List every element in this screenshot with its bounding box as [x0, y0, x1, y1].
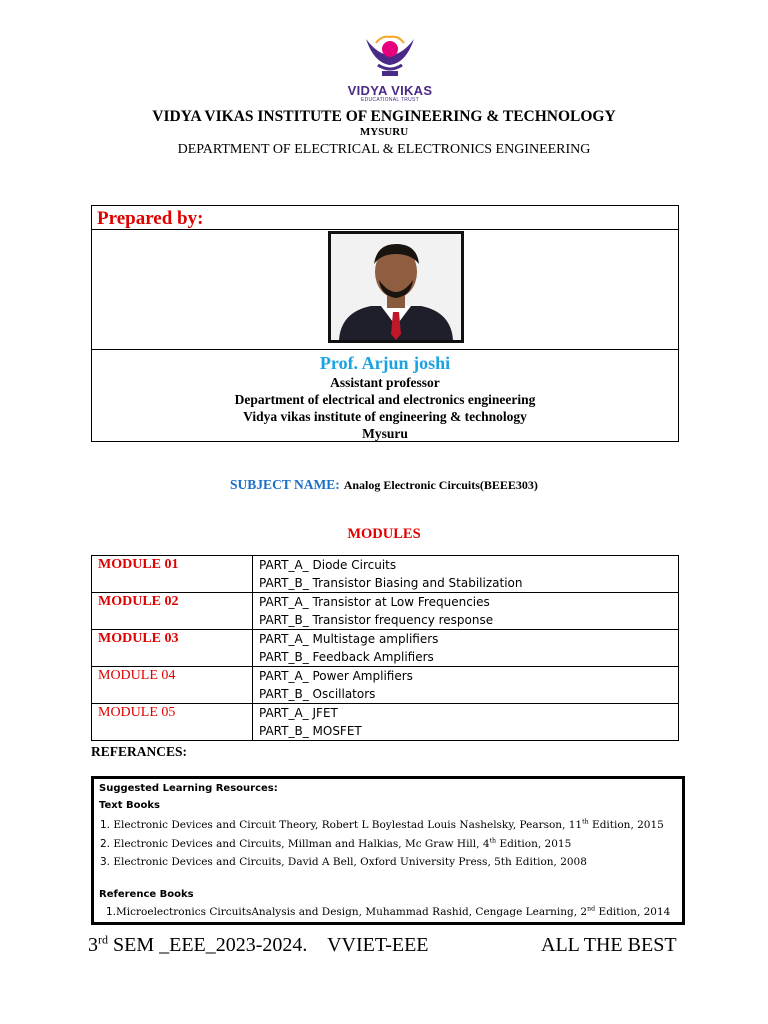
text-books-label: Text Books	[99, 800, 160, 811]
text-book-2: 2. Electronic Devices and Circuits, Millman and Halkias, Mc Graw Hill, 4th Edition, 2015	[100, 837, 572, 850]
author-info	[92, 350, 678, 442]
author-designation: Assistant professor	[330, 375, 440, 390]
table-row	[92, 556, 679, 593]
list-number: 1.	[106, 906, 117, 918]
footer-semester: 3rd SEM _EEE_2023-2024. VVIET-EEE	[88, 932, 429, 956]
references-box	[91, 776, 685, 925]
author-name: Prof. Arjun joshi	[319, 353, 451, 373]
list-number: 2.	[100, 838, 111, 850]
subject-label: SUBJECT NAME:	[230, 477, 340, 492]
author-city: Mysuru	[362, 426, 408, 441]
logo-emblem-icon	[358, 35, 422, 81]
institute-city: MYSURU	[359, 126, 409, 138]
author-institute: Vidya vikas institute of engineering & technology	[243, 409, 527, 424]
module-parts	[253, 593, 679, 630]
logo-trust-text: EDUCATIONAL TRUST	[360, 97, 420, 103]
module-name: MODULE 03	[92, 630, 253, 667]
author-department: Department of electrical and electronics engineering	[234, 392, 536, 407]
table-row	[92, 630, 679, 667]
module-part-a: PART_A_ Multistage amplifiers	[259, 632, 439, 646]
department-name: DEPARTMENT OF ELECTRICAL & ELECTRONICS ENGINEERING	[177, 142, 591, 157]
table-row	[92, 704, 679, 741]
module-parts	[253, 630, 679, 667]
module-part-b: PART_B_ Oscillators	[259, 687, 376, 701]
module-name: MODULE 02	[92, 593, 253, 630]
footer-greeting: ALL THE BEST	[541, 934, 677, 956]
module-parts	[253, 556, 679, 593]
subject-line	[0, 476, 768, 494]
module-name: MODULE 05	[92, 704, 253, 741]
table-row	[92, 593, 679, 630]
resources-title: Suggested Learning Resources:	[99, 783, 278, 794]
module-part-a: PART_A_ Diode Circuits	[259, 558, 397, 572]
list-number: 3.	[100, 856, 111, 868]
reference-books-label: Reference Books	[99, 889, 194, 900]
table-row	[92, 667, 679, 704]
text-book-3: 3. Electronic Devices and Circuits, David A Bell, Oxford University Press, 5th Edition, 2008	[100, 856, 587, 868]
references-label: REFERANCES:	[91, 744, 188, 759]
module-part-a: PART_A_ Transistor at Low Frequencies	[259, 595, 490, 609]
photo-row	[92, 230, 678, 350]
module-part-b: PART_B_ Feedback Amplifiers	[259, 650, 434, 664]
prepared-by-box	[91, 205, 679, 442]
text-book-1: 1. Electronic Devices and Circuit Theory, Robert L Boylestad Louis Nashelsky, Pearson, 11th Edition, 2015	[100, 818, 664, 831]
module-parts	[253, 704, 679, 741]
author-photo	[328, 231, 464, 343]
modules-table	[91, 555, 679, 741]
module-part-a: PART_A_ JFET	[259, 706, 338, 720]
module-part-a: PART_A_ Power Amplifiers	[259, 669, 413, 683]
module-name: MODULE 01	[92, 556, 253, 593]
module-parts	[253, 667, 679, 704]
prepared-by-heading: Prepared by:	[92, 206, 678, 230]
institute-logo	[345, 35, 435, 105]
module-name: MODULE 04	[92, 667, 253, 704]
module-part-b: PART_B_ Transistor frequency response	[259, 613, 494, 627]
subject-value: Analog Electronic Circuits(BEEE303)	[343, 478, 538, 492]
institute-name: VIDYA VIKAS INSTITUTE OF ENGINEERING & TECHNOLOGY	[152, 108, 616, 125]
module-part-b: PART_B_ Transistor Biasing and Stabilization	[259, 576, 523, 590]
reference-book-1: 1.Microelectronics CircuitsAnalysis and Design, Muhammad Rashid, Cengage Learning, 2nd Edition, 2014	[106, 905, 671, 918]
module-part-b: PART_B_ MOSFET	[259, 724, 362, 738]
logo-brand-text: VIDYA VIKAS	[347, 83, 433, 98]
list-number: 1.	[100, 819, 111, 831]
modules-title: MODULES	[347, 526, 421, 542]
